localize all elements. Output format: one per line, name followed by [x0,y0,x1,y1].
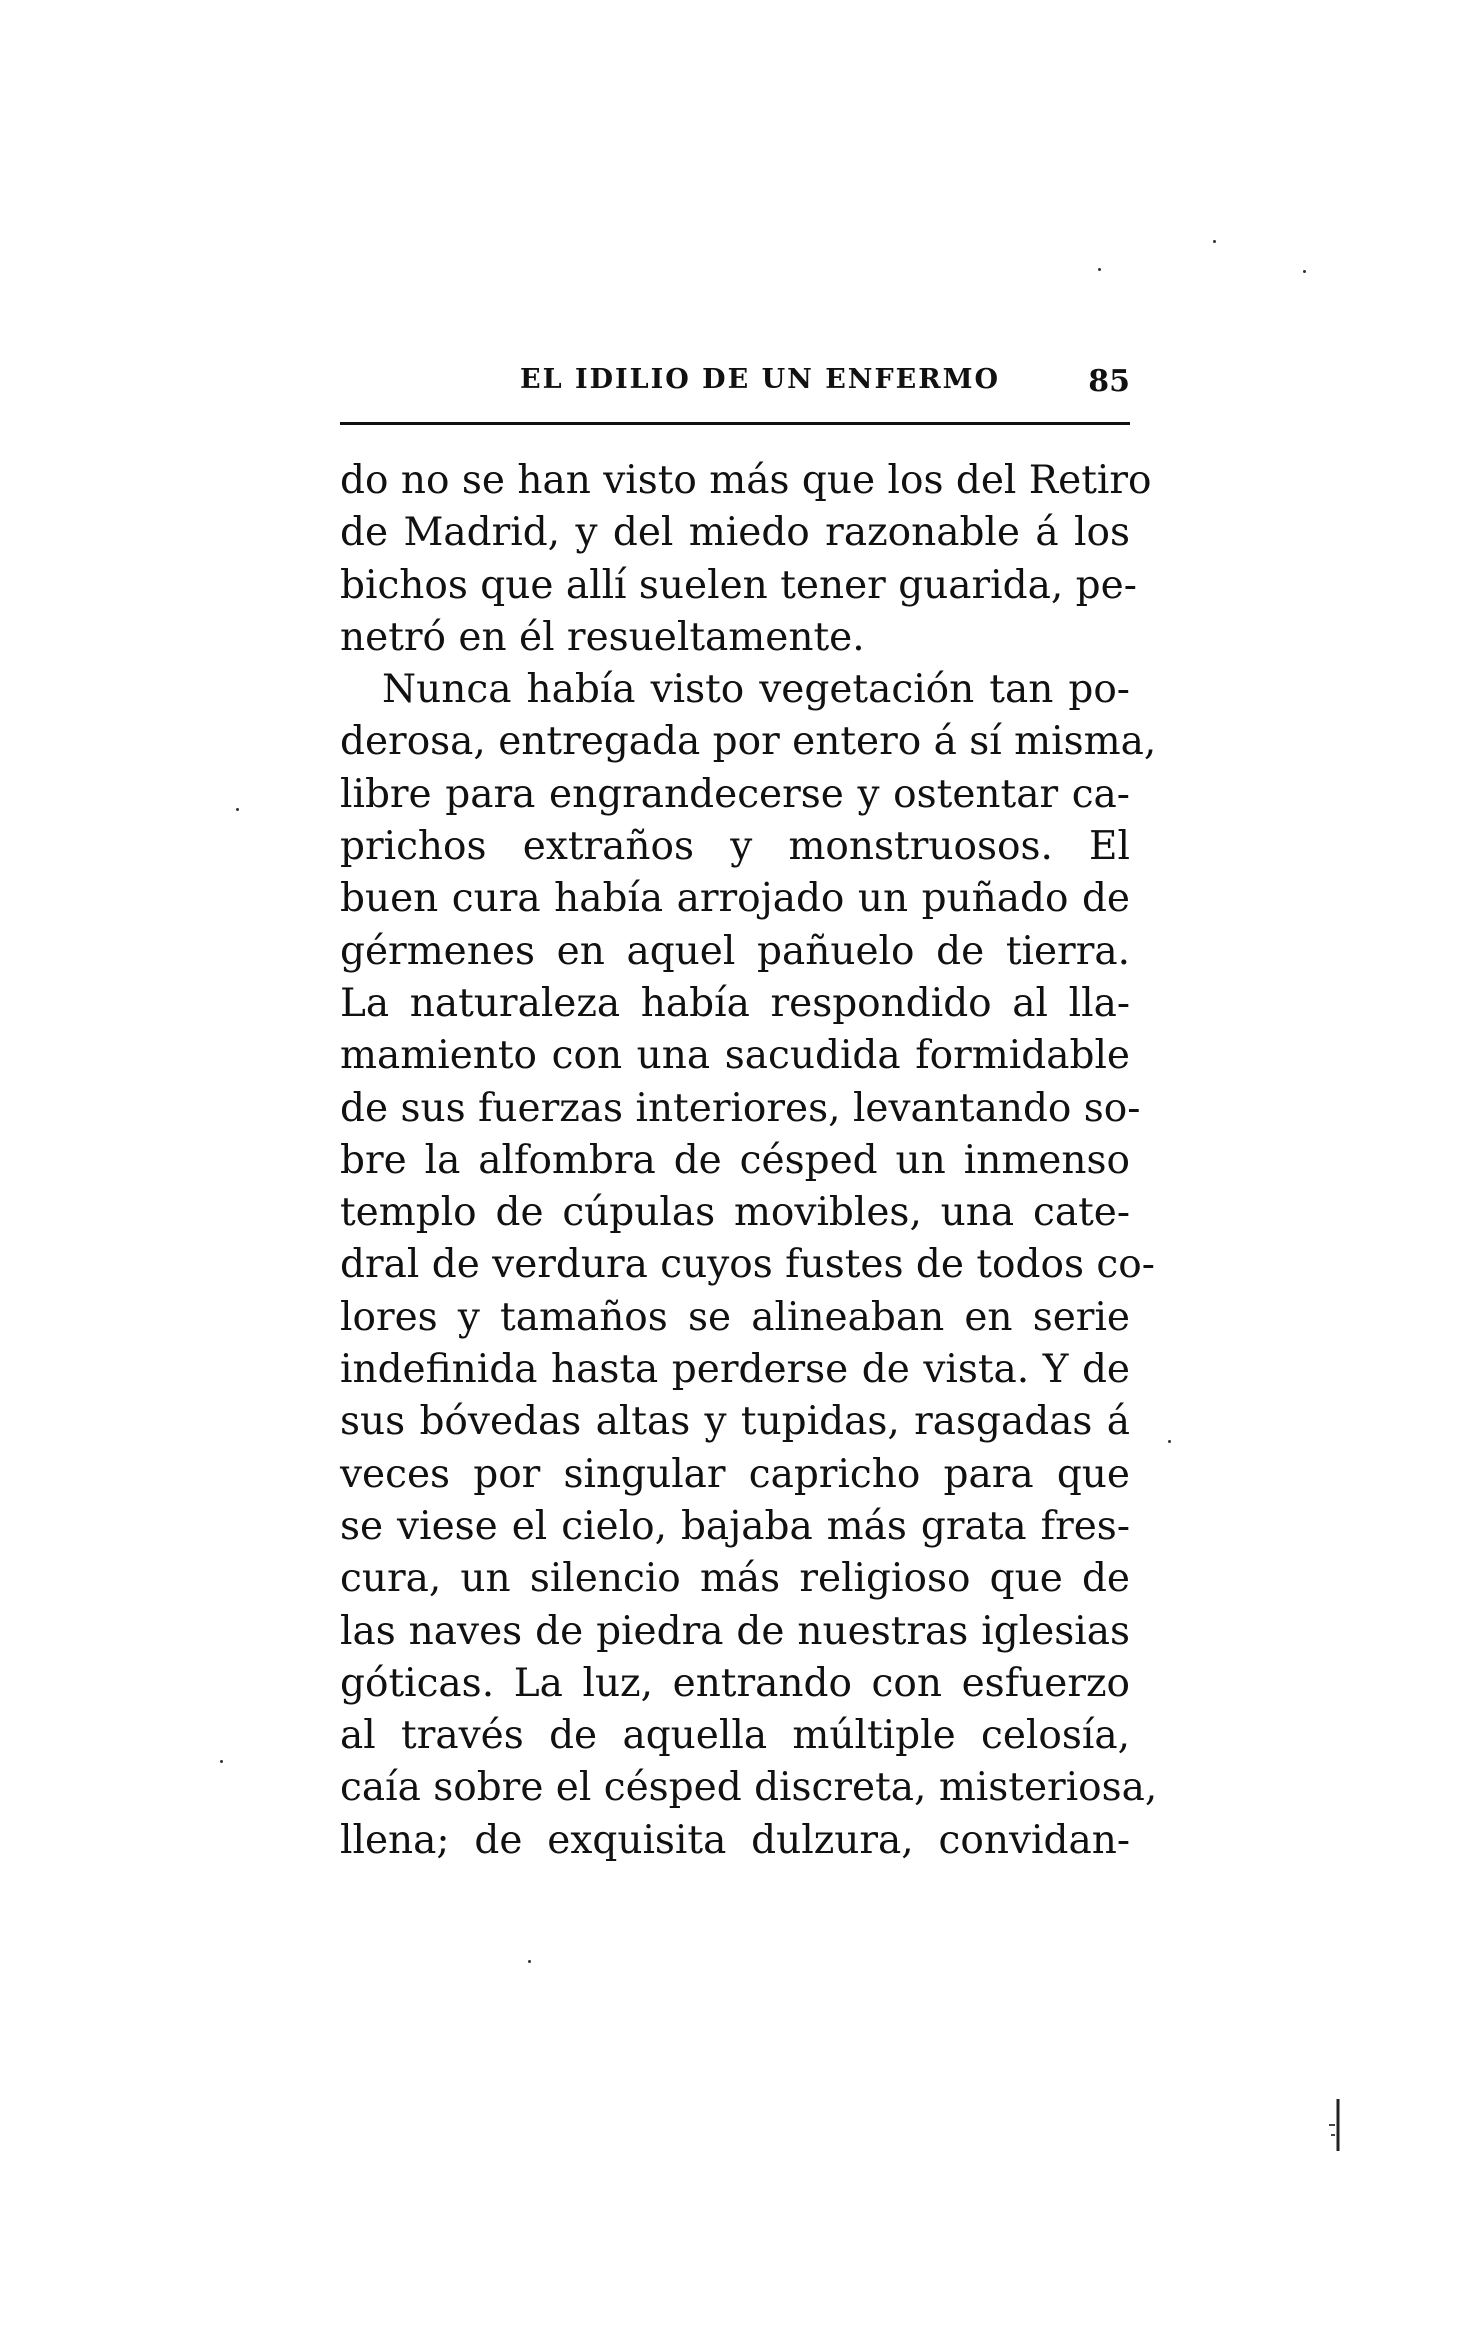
scan-speck [1098,268,1101,271]
scan-speck [1168,1440,1171,1443]
running-head [340,364,1130,414]
text-line: bichos que allí suelen tener guarida, pe- [340,562,1137,608]
text-line: góticas. La luz, entrando con esfuerzo [340,1660,1130,1706]
header-rule [340,422,1130,425]
text-line: cura, un silencio más religioso que de [340,1556,1130,1602]
scan-mark [1326,2095,1346,2155]
text-line: bre la alfombra de césped un inmenso [340,1137,1130,1183]
scan-speck [1213,240,1216,243]
paragraph-start-line: Nunca había visto vegetación tan po- [382,667,1130,713]
running-title: EL IDILIO DE UN ENFERMO [520,364,1001,395]
text-line: lores y tamaños se alineaban en serie [340,1294,1130,1340]
text-line: libre para engrandecerse y ostentar ca- [340,771,1130,817]
text-line: do no se han visto más que los del Retiro [340,458,1152,503]
text-line: las naves de piedra de nuestras iglesias [340,1608,1130,1654]
text-line: se viese el cielo, bajaba más grata fres- [340,1503,1130,1549]
scan-speck [236,808,239,811]
text-line: mamiento con una sacudida formidable [340,1033,1130,1079]
page-number: 85 [1088,364,1130,399]
text-line: llena; de exquisita dulzura, convidan- [340,1817,1130,1863]
text-line: dral de verdura cuyos fustes de todos co- [340,1242,1155,1288]
text-line: de Madrid, y del miedo razonable á los [340,510,1130,556]
text-line: prichos extraños y monstruosos. El [340,824,1130,870]
paragraph-end-line: netró en él resueltamente. [340,614,865,660]
scan-speck [1303,270,1306,273]
text-line: gérmenes en aquel pañuelo de tierra. [340,928,1130,974]
text-line: La naturaleza había respondido al lla- [340,980,1130,1026]
scan-speck [220,1760,223,1763]
scan-speck [528,1960,531,1963]
text-line: al través de aquella múltiple celosía, [340,1713,1130,1759]
text-line: derosa, entregada por entero á sí misma, [340,719,1157,765]
text-line: veces por singular capricho para que [340,1451,1130,1497]
text-line: caía sobre el césped discreta, misteriosa, [340,1765,1158,1811]
text-line: indefinida hasta perderse de vista. Y de [340,1347,1130,1393]
text-line: de sus fuerzas interiores, levantando so- [340,1085,1141,1131]
text-line: buen cura había arrojado un puñado de [340,876,1130,922]
body-text [340,455,1158,1867]
text-line: templo de cúpulas movibles, una cate- [340,1190,1130,1236]
text-line: sus bóvedas altas y tupidas, rasgadas á [340,1399,1130,1445]
